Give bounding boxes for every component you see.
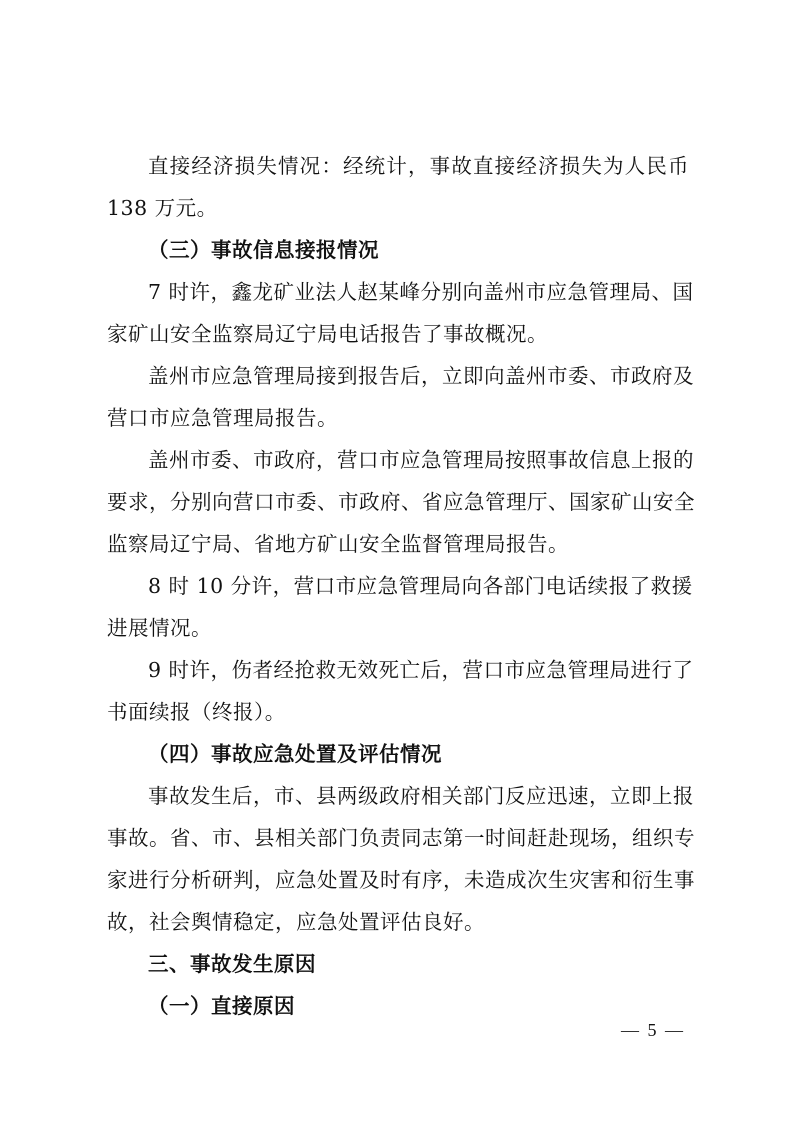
body-text-line: 监察局辽宁局、省地方矿山安全监督管理局报告。	[107, 532, 569, 556]
section-heading: （一）直接原因	[148, 994, 295, 1018]
section-heading: （三）事故信息接报情况	[148, 238, 379, 262]
body-text-line: 要求，分别向营口市委、市政府、省应急管理厅、国家矿山安全	[107, 490, 695, 514]
body-text-line: 家矿山安全监察局辽宁局电话报告了事故概况。	[107, 322, 548, 346]
body-text-line: 盖州市委、市政府，营口市应急管理局按照事故信息上报的	[148, 448, 694, 472]
body-text-line: 直接经济损失情况：经统计，事故直接经济损失为人民币	[148, 154, 689, 178]
body-text-line: 事故。省、市、县相关部门负责同志第一时间赶赴现场，组织专	[107, 826, 695, 850]
chapter-heading: 三、事故发生原因	[148, 952, 316, 976]
body-text-line: 9 时许，伤者经抢救无效死亡后，营口市应急管理局进行了	[148, 658, 694, 682]
body-text-line: 故，社会舆情稳定，应急处置评估良好。	[107, 910, 485, 934]
page-number: — 5 —	[621, 1020, 685, 1040]
body-text-line: 书面续报（终报）。	[107, 700, 286, 724]
section-heading: （四）事故应急处置及评估情况	[148, 742, 442, 766]
body-text-line: 进展情况。	[107, 616, 212, 640]
body-text-line: 盖州市应急管理局接到报告后，立即向盖州市委、市政府及	[148, 364, 694, 388]
body-text-line: 8 时 10 分许，营口市应急管理局向各部门电话续报了救援	[148, 574, 693, 598]
body-text-line: 家进行分析研判，应急处置及时有序，未造成次生灾害和衍生事	[107, 868, 695, 892]
body-text-line: 7 时许，鑫龙矿业法人赵某峰分别向盖州市应急管理局、国	[148, 280, 694, 304]
body-text-line: 事故发生后，市、县两级政府相关部门反应迅速，立即上报	[148, 784, 694, 808]
body-text-line: 138 万元。	[107, 196, 218, 220]
body-text-line: 营口市应急管理局报告。	[107, 406, 338, 430]
